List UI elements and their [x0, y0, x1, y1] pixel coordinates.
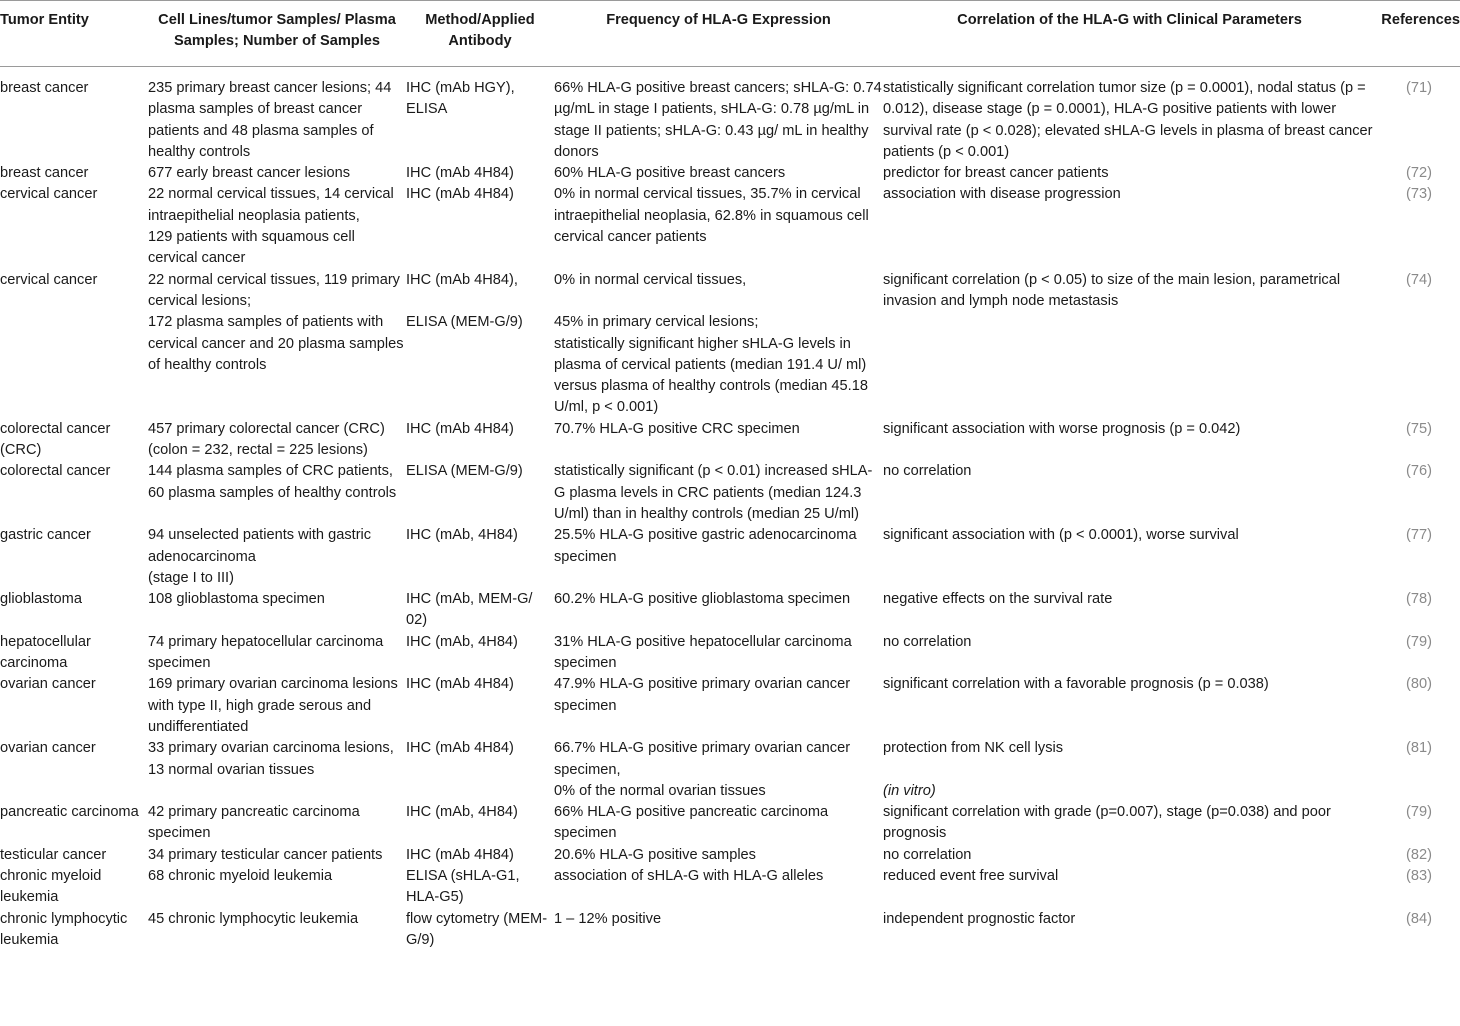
table-row — [0, 845, 1460, 866]
table-row — [0, 67, 1460, 164]
cell-samples-line: 129 patients with squamous cell cervical cancer — [148, 229, 355, 267]
cell-method: IHC (mAb, MEM-G/ 02) — [406, 591, 533, 629]
cell-samples: 45 chronic lymphocytic leukemia — [148, 910, 359, 927]
cell-method — [406, 270, 554, 419]
cell-samples: 34 primary testicular cancer patients — [148, 846, 383, 863]
cell-samples-line: 144 plasma samples of CRC patients, — [148, 463, 393, 480]
cell-samples-line: 172 plasma samples of patients with cervical cancer and 20 plasma samples of healthy controls — [148, 314, 404, 373]
cell-frequency — [554, 738, 883, 802]
cell-entity: glioblastoma — [0, 591, 82, 608]
cell-entity: colorectal cancer — [0, 463, 111, 480]
cell-correlation: significant correlation with grade (p=0.007), stage (p=0.038) and poor prognosis — [883, 804, 1331, 842]
cell-method: IHC (mAb, 4H84) — [406, 527, 518, 544]
cell-correlation: independent prognostic factor — [883, 910, 1076, 927]
cell-frequency-line: 0% in normal cervical tissues, — [554, 271, 747, 288]
cell-entity: testicular cancer — [0, 846, 107, 863]
table-row — [0, 589, 1460, 632]
cell-reference[interactable]: (84) — [1406, 910, 1432, 927]
cell-correlation: no correlation — [883, 633, 972, 650]
cell-correlation-line — [883, 781, 1376, 802]
table-row — [0, 461, 1460, 525]
cell-entity: chronic myeloid leukemia — [0, 867, 102, 906]
cell-frequency-line: 66.7% HLA-G positive primary ovarian cancer specimen, — [554, 740, 851, 778]
table-row — [0, 802, 1460, 845]
cell-samples-line: 94 unselected patients with gastric adenocarcinoma — [148, 527, 372, 565]
cell-samples: 108 glioblastoma specimen — [148, 591, 325, 608]
cell-correlation: reduced event free survival — [883, 867, 1059, 884]
cell-correlation: significant association with (p < 0.0001), worse survival — [883, 527, 1239, 544]
cell-frequency: association of sHLA-G with HLA-G alleles — [554, 867, 824, 884]
cell-samples-line: (stage I to III) — [148, 569, 234, 586]
cell-reference[interactable]: (73) — [1406, 186, 1432, 203]
header-frequency: Frequency of HLA-G Expression — [554, 1, 883, 67]
cell-method: IHC (mAb 4H84) — [406, 165, 514, 182]
cell-correlation — [883, 738, 1376, 802]
cell-samples — [148, 738, 406, 802]
header-method: Method/Applied Antibody — [406, 1, 554, 67]
cell-samples-line: 13 normal ovarian tissues — [148, 761, 315, 778]
cell-correlation: significant association with worse prognosis (p = 0.042) — [883, 420, 1241, 437]
cell-entity: hepatocellular carcinoma — [0, 633, 91, 672]
cell-samples: 677 early breast cancer lesions — [148, 165, 350, 182]
table-row — [0, 163, 1460, 184]
cell-frequency: 60.2% HLA-G positive glioblastoma specimen — [554, 591, 851, 608]
cell-correlation: association with disease progression — [883, 186, 1121, 203]
cell-reference[interactable]: (78) — [1406, 591, 1432, 608]
cell-samples — [148, 270, 406, 419]
cell-frequency: 31% HLA-G positive hepatocellular carcinoma specimen — [554, 633, 852, 672]
table-row — [0, 674, 1460, 738]
cell-method: ELISA (sHLA-G1, HLA-G5) — [406, 867, 520, 906]
table-row — [0, 632, 1460, 675]
cell-frequency-line: statistically significant higher sHLA-G levels in plasma of cervical patients (median 191.4 U/ ml) versus plasma of healthy controls (median 45.18 U/ml, p < 0.001) — [554, 335, 868, 416]
cell-samples — [148, 525, 406, 589]
in-vitro-text: (in vitro) — [883, 782, 936, 799]
cell-method: IHC (mAb, 4H84) — [406, 633, 518, 650]
cell-correlation: no correlation — [883, 846, 972, 863]
cell-frequency-line: 45% in primary cervical lesions; — [554, 314, 759, 331]
cell-reference[interactable]: (72) — [1406, 165, 1432, 182]
cell-reference[interactable]: (81) — [1406, 740, 1432, 757]
header-references: References — [1376, 1, 1460, 67]
cell-reference[interactable]: (82) — [1406, 846, 1432, 863]
header-row — [0, 1, 1460, 67]
cell-samples — [148, 184, 406, 269]
header-tumor-entity: Tumor Entity — [0, 1, 148, 67]
cell-reference[interactable]: (75) — [1406, 420, 1432, 437]
cell-reference[interactable]: (79) — [1406, 804, 1432, 821]
cell-method-line: ELISA (MEM-G/9) — [406, 314, 523, 331]
cell-method: ELISA (MEM-G/9) — [406, 463, 523, 480]
cell-frequency: 0% in normal cervical tissues, 35.7% in cervical intraepithelial neoplasia, 62.8% in squamous cell cervical cancer patients — [554, 186, 869, 246]
cell-samples-line: 33 primary ovarian carcinoma lesions, — [148, 740, 394, 757]
cell-entity: colorectal cancer (CRC) — [0, 420, 111, 459]
cell-entity: chronic lymphocytic leukemia — [0, 910, 128, 948]
cell-reference[interactable]: (77) — [1406, 527, 1432, 544]
cell-method: IHC (mAb 4H84) — [406, 186, 514, 203]
cell-reference[interactable]: (80) — [1406, 676, 1432, 693]
cell-samples: 74 primary hepatocellular carcinoma specimen — [148, 633, 384, 672]
table-row — [0, 738, 1460, 802]
cell-samples-line: 22 normal cervical tissues, 14 cervical intraepithelial neoplasia patients, — [148, 186, 394, 224]
cell-reference[interactable]: (79) — [1406, 633, 1432, 650]
header-correlation: Correlation of the HLA-G with Clinical Parameters — [883, 1, 1376, 67]
cell-correlation-line: protection from NK cell lysis — [883, 740, 1064, 757]
cell-frequency: 25.5% HLA-G positive gastric adenocarcinoma specimen — [554, 527, 857, 565]
cell-method: flow cytometry (MEM-G/9) — [406, 910, 548, 948]
cell-correlation: significant correlation (p < 0.05) to size of the main lesion, parametrical invasion and lymph node metastasis — [883, 271, 1341, 309]
cell-entity: gastric cancer — [0, 527, 91, 544]
cell-samples-line: 22 normal cervical tissues, 119 primary cervical lesions; — [148, 271, 400, 309]
cell-frequency: 66% HLA-G positive pancreatic carcinoma specimen — [554, 804, 829, 842]
cell-reference[interactable]: (83) — [1406, 867, 1432, 884]
cell-entity: ovarian cancer — [0, 740, 96, 757]
cell-entity: ovarian cancer — [0, 676, 96, 693]
cell-samples: 457 primary colorectal cancer (CRC) (colon = 232, rectal = 225 lesions) — [148, 420, 385, 459]
cell-samples: 68 chronic myeloid leukemia — [148, 867, 333, 884]
table-row — [0, 866, 1460, 909]
cell-frequency-line: 0% of the normal ovarian tissues — [554, 782, 766, 799]
table-row — [0, 270, 1460, 419]
table-row — [0, 525, 1460, 589]
cell-samples: 169 primary ovarian carcinoma lesions with type II, high grade serous and undifferentiated — [148, 676, 398, 735]
cell-method: IHC (mAb 4H84) — [406, 846, 514, 863]
cell-entity: pancreatic carcinoma — [0, 804, 139, 821]
table-row — [0, 184, 1460, 269]
cell-entity: breast cancer — [0, 165, 89, 182]
cell-entity: cervical cancer — [0, 186, 98, 203]
cell-frequency: statistically significant (p < 0.01) increased sHLA-G plasma levels in CRC patients (median 124.3 U/ml) than in healthy controls (median 25 U/ml) — [554, 463, 873, 522]
cell-correlation: no correlation — [883, 463, 972, 480]
table-row — [0, 909, 1460, 952]
cell-samples-line: 60 plasma samples of healthy controls — [148, 484, 397, 501]
cell-frequency: 20.6% HLA-G positive samples — [554, 846, 756, 863]
cell-reference[interactable]: (76) — [1406, 463, 1432, 480]
cell-method: IHC (mAb, 4H84) — [406, 804, 518, 821]
cell-entity: breast cancer — [0, 80, 89, 96]
cell-frequency: 60% HLA-G positive breast cancers — [554, 165, 786, 182]
cell-frequency: 70.7% HLA-G positive CRC specimen — [554, 420, 800, 437]
table-row — [0, 419, 1460, 462]
cell-method: IHC (mAb HGY), ELISA — [406, 80, 515, 118]
cell-entity: cervical cancer — [0, 271, 98, 288]
cell-samples — [148, 461, 406, 525]
header-samples: Cell Lines/tumor Samples/ Plasma Samples; Number of Samples — [148, 1, 406, 67]
cell-method-line: IHC (mAb 4H84), — [406, 271, 518, 288]
cell-correlation: predictor for breast cancer patients — [883, 165, 1109, 182]
cell-samples: 235 primary breast cancer lesions; 44 plasma samples of breast cancer patients and 48 plasma samples of healthy controls — [148, 80, 392, 160]
cell-correlation: statistically significant correlation tumor size (p = 0.0001), nodal status (p = 0.012), disease stage (p = 0.0001), HLA-G positive patients with lower survival rate (p < 0.028); elevated sHLA-G levels in plasma of breast cancer patients (p < 0.001) — [883, 80, 1373, 160]
cell-method: IHC (mAb 4H84) — [406, 740, 514, 757]
cell-frequency: 1 – 12% positive — [554, 910, 662, 927]
cell-reference[interactable]: (71) — [1406, 80, 1432, 96]
cell-correlation: negative effects on the survival rate — [883, 591, 1113, 608]
cell-samples: 42 primary pancreatic carcinoma specimen — [148, 804, 360, 842]
cell-method: IHC (mAb 4H84) — [406, 676, 514, 693]
cell-reference[interactable]: (74) — [1406, 271, 1432, 288]
cell-method: IHC (mAb 4H84) — [406, 420, 514, 437]
cell-frequency: 66% HLA-G positive breast cancers; sHLA-G: 0.74 µg/mL in stage I patients, sHLA-G: 0.78 µg/mL in stage II patients; sHLA-G: 0.43 µg/ mL in healthy donors — [554, 80, 882, 160]
cell-frequency — [554, 270, 883, 419]
cell-frequency: 47.9% HLA-G positive primary ovarian cancer specimen — [554, 676, 851, 714]
cell-correlation: significant correlation with a favorable prognosis (p = 0.038) — [883, 676, 1269, 693]
